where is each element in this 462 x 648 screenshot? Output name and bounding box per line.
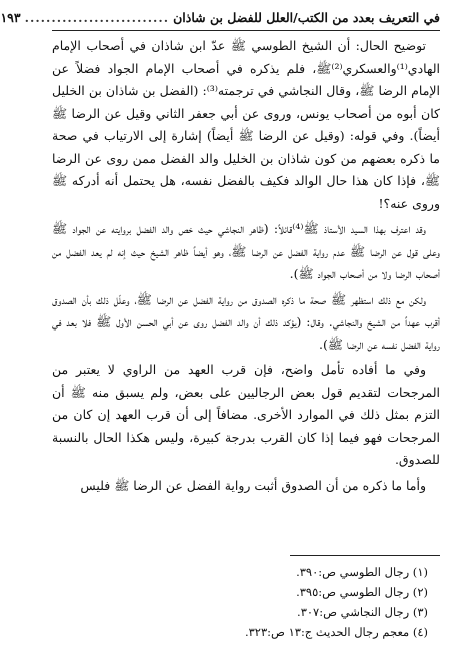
- page-number: ١٩٣: [0, 10, 21, 25]
- footnote-4: (٤) معجم رجال الحديث ج:١٣ ص:٣٢٣.: [244, 625, 428, 639]
- running-header: [0, 8, 440, 31]
- header-title: في التعريف بعدد من الكتب/العلل للفضل بن شاذان: [173, 10, 440, 25]
- header-leader-dots: ...........................: [24, 10, 170, 25]
- document-page: [0, 8, 440, 642]
- footnote-2: (٢) رجال الطوسي ص:٣٩٥.: [296, 585, 428, 599]
- paragraph-3: ولكن مع ذلك استظهر ﷺ صحة ما ذكره الصدوق من رواية الفضل عن الرضا ﷺ، وعلّل ذلك بأن الصدوق أقرب عهداً من الشيخ والنجاشي. وقال: (يؤكد ذلك أن والد الفضل روى عن أبي الحسن الأول ﷺ فلا بعد في رواية الفضل نفسه عن الرضا ﷺ).: [52, 291, 440, 352]
- footnote-divider: [290, 555, 440, 556]
- paragraph-4: وفي ما أفاده تأمل واضح، فإن قرب العهد من الراوي لا يعتبر من المرجحات لتقديم قول بعض الرجاليين على بعض، ولم يسبق منه ﷺ أن التزم بمثل ذلك في الموارد الأخرى. مضافاً إلى أن قرب العهد إن كان من المرجحات فهو فيما إذا كان القرب بدرجة كبيرة، وليس هكذا الحال بالنسبة للصدوق.: [52, 362, 440, 467]
- paragraph-1: توضيح الحال: أن الشيخ الطوسي ﷺ عدّ ابن شاذان في أصحاب الإمام الهادي⁽¹⁾والعسكري⁽²⁾ﷺ، فلم يذكره في أصحاب الإمام الجواد فضلاً عن الإمام الرضا ﷺ، وقال النجاشي في ترجمته⁽³⁾: (الفضل بن شاذان بن الخليل كان أبوه من أصحاب يونس، وروى عن أبي جعفر الثاني وقيل عن الرضا ﷺ أيضاً). وفي قوله: (وقيل عن الرضا ﷺ أيضاً) إشارة إلى الارتياب في صحة ما ذكره بعضهم من كون شاذان بن الخليل والد الفضل ممن روى عن الرضا ﷺ، فإذا كان هذا حال الوالد فكيف بالفضل نفسه، هل يحتمل أنه أدركه ﷺ وروى عنه؟!: [52, 38, 440, 211]
- footnote-list: [52, 562, 440, 642]
- main-text: [52, 35, 440, 497]
- paragraph-5: وأما ما ذكره من أن الصدوق أثبت رواية الفضل عن الرضا ﷺ فليس: [80, 477, 426, 493]
- footnote-1: (١) رجال الطوسي ص:٣٩٠.: [296, 565, 428, 579]
- paragraph-2: وقد اعترف بهذا السيد الأستاذ ﷺ⁽⁴⁾قائلاً: (ظاهر النجاشي حيث خص والد الفضل بروايته عن الجواد ﷺ وعلى قول عن الرضا ﷺ عدم رواية الفضل عن الرضا ﷺ، وهو أيضاً ظاهر الشيخ حيث إنه لم يعد الفضل من أصحاب الرضا ولا من أصحاب الجواد ﷺ).: [52, 221, 440, 281]
- footnote-3: (٣) رجال النجاشي ص:٣٠٧.: [297, 605, 428, 619]
- footnotes: [52, 555, 440, 642]
